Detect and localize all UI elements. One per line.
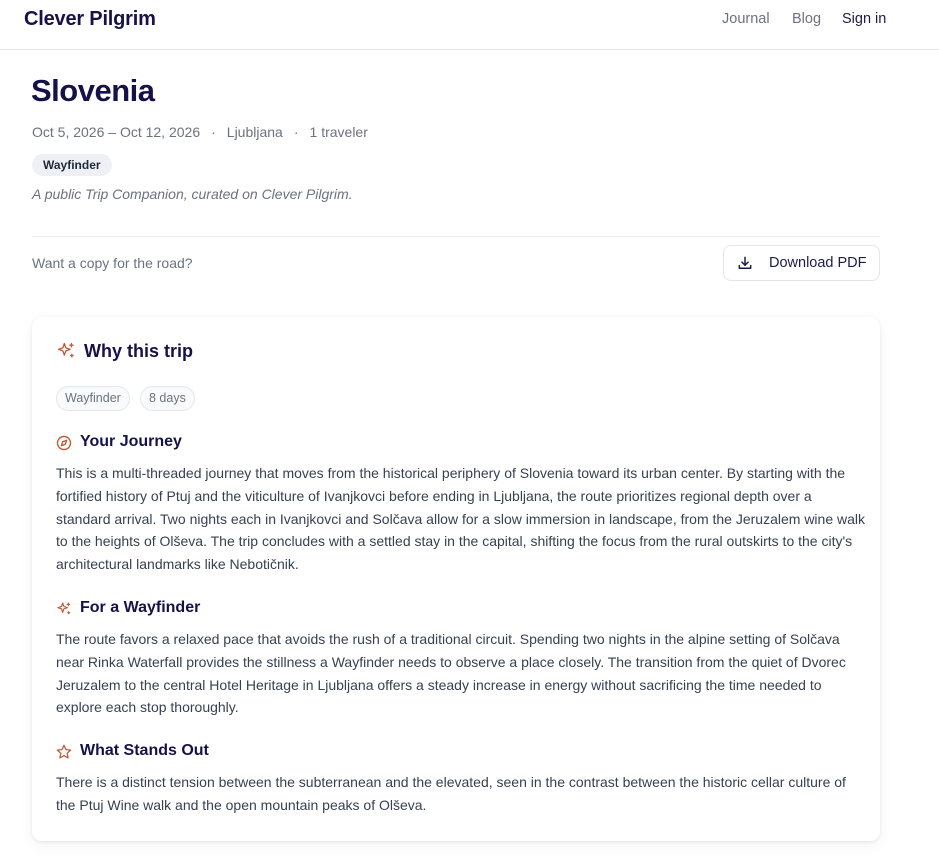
- pill-traveler-type: Wayfinder: [56, 386, 130, 411]
- why-this-trip-card: [32, 317, 880, 841]
- trip-city: Ljubljana: [226, 124, 283, 140]
- section-text-for-a-wayfinder: The route favors a relaxed pace that avoids the rush of a traditional circuit. Spending two nights in the alpine setting of Solčava near Rinka Waterfall provides the stillness a Wayfinder needs to observe a place closely. The transition from the quiet of Dvorec Jeruzalem to the central Hotel Heritage in Ljubljana offers a steady increase in energy without sacrificing the time needed to explore each stop thoroughly.: [56, 631, 846, 716]
- sparkles-icon: [56, 341, 76, 361]
- divider: [32, 236, 880, 237]
- star-icon: [56, 744, 72, 760]
- meta-separator: ·: [211, 124, 216, 140]
- section-title-your-journey: Your Journey: [80, 433, 182, 450]
- download-prompt: Want a copy for the road?: [32, 255, 193, 271]
- section-text-your-journey: This is a multi-threaded journey that moves from the historical periphery of Slovenia toward its urban center. By starting with the fortified history of Ptuj and the viticulture of Ivanjkovci before ending in Ljubljana, the route prioritizes regional depth over a standard arrival. Two nights each in Ivanjkovci and Solčava allow for a slow immersion in landscape, from the Jeruzalem wine walk to the heights of Olševa. The trip concludes with a settled stay in the capital, shifting the focus from the rural outskirts to the city's architectural landmarks like Nebotičnik.: [56, 465, 866, 572]
- card-title: Why this trip: [84, 341, 193, 361]
- trip-travelers: 1 traveler: [309, 124, 368, 140]
- trip-subtitle: A public Trip Companion, curated on Clever Pilgrim.: [32, 186, 353, 202]
- pill-duration: 8 days: [140, 386, 195, 411]
- compass-icon: [56, 435, 72, 451]
- trip-dates: Oct 5, 2026 – Oct 12, 2026: [32, 124, 201, 140]
- section-text-what-stands-out: There is a distinct tension between the subterranean and the elevated, seen in the contrast between the historic cellar culture of the Ptuj Wine walk and the open mountain peaks of Olševa.: [56, 774, 846, 813]
- brand-logo[interactable]: Clever Pilgrim: [24, 8, 156, 30]
- download-pdf-label: Download PDF: [769, 255, 867, 271]
- nav-link-journal[interactable]: Journal: [722, 11, 770, 27]
- sign-in-link[interactable]: Sign in: [842, 11, 887, 27]
- nav-link-blog[interactable]: Blog: [792, 11, 822, 27]
- meta-separator: ·: [293, 124, 299, 140]
- trip-meta: [32, 124, 368, 140]
- page-title: Slovenia: [31, 73, 155, 108]
- download-pdf-button[interactable]: [723, 245, 880, 281]
- download-icon: [738, 256, 752, 270]
- top-navigation-bar: [0, 0, 939, 50]
- section-title-what-stands-out: What Stands Out: [80, 742, 209, 759]
- sparkles-icon: [56, 601, 72, 617]
- section-title-for-a-wayfinder: For a Wayfinder: [80, 599, 201, 616]
- traveler-type-badge: Wayfinder: [32, 154, 112, 176]
